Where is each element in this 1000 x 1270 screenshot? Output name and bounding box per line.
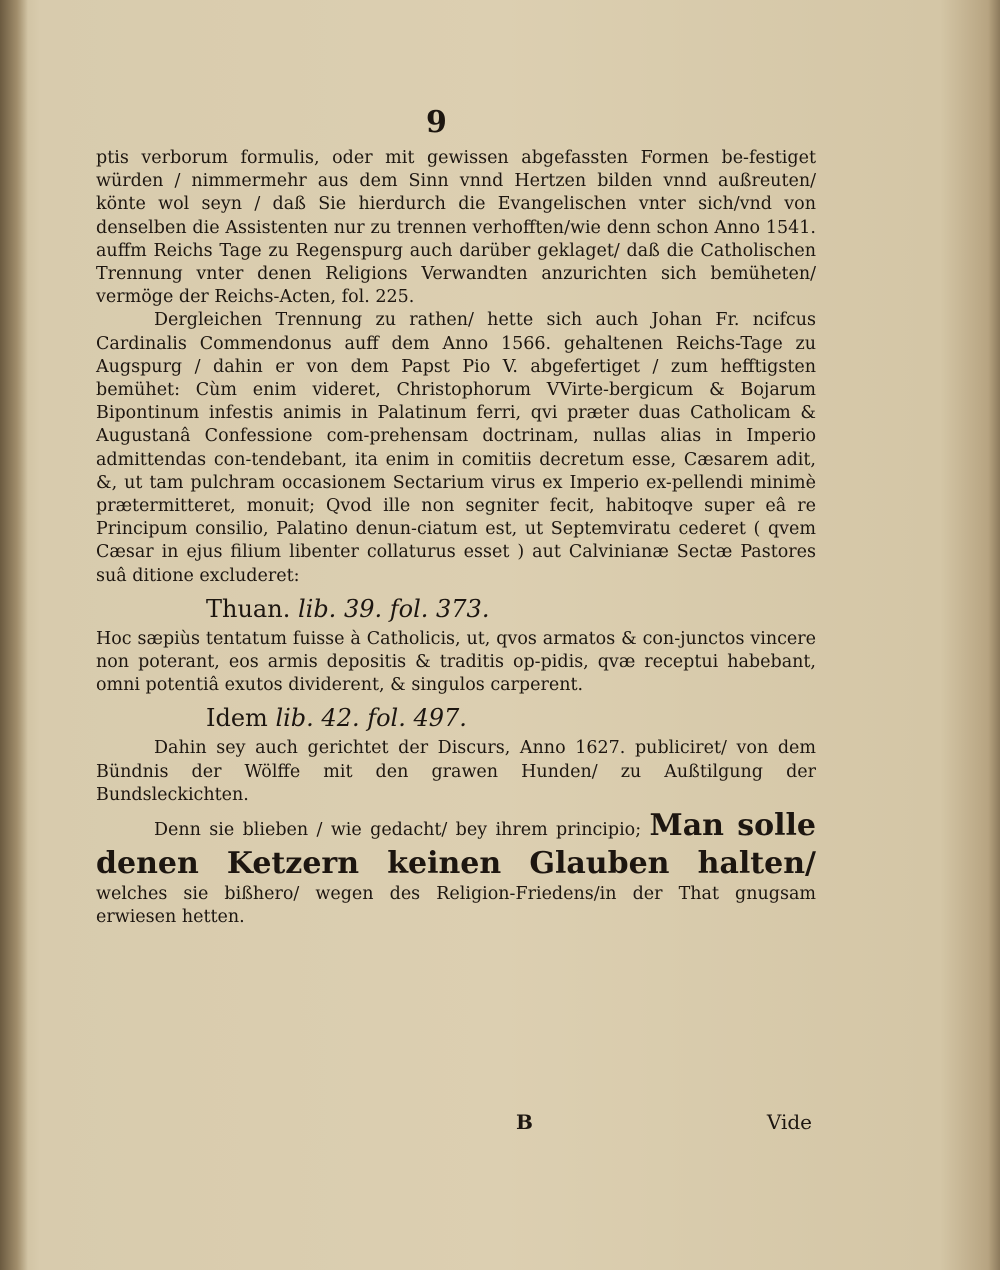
paragraph-3: Hoc sæpiùs tentatum fuisse à Catholicis, ut, qvos armatos & con-junctos vincere non poterant, eos armis depositis & traditis op-pidis, qvæ receptui habebant, omni potentiâ exutos dividerent, & singulos carperent. <box>96 628 816 696</box>
citation-reference: lib. 39. fol. 373. <box>297 594 490 623</box>
citation-idem <box>206 703 816 733</box>
page-footer <box>96 1110 812 1140</box>
paragraph-2: Dergleichen Trennung zu rathen/ hette sich auch Johan Fr. ncifcus Cardinalis Commendonus auff dem Anno 1566. gehaltenen Reichs-Tage zu Augspurg / dahin er von dem Papst Pio V. abgefertiget / zum hefftigsten bemühet: Cùm enim videret, Christophorum VVirte-bergicum & Bojarum Bipontinum infestis animis in Palatinum ferri, qvi præter duas Catholicam & Augustanâ Confessione com-prehensam doctrinam, nullas alias in Imperio admittendas con-tendebant, ita enim in comitiis decretum esse, Cæsarem adit, &, ut tam pulchram occasionem Sectarium virus ex Imperio ex-pellendi minimè prætermitteret, monuit; Qvod ille non segniter fecit, habitoqve super eâ re Principum consilio, Palatino denun-ciatum est, ut Septemviratu cederet ( qvem Cæsar in ejus filium libenter collaturus esset ) aut Calvinianæ Sectæ Pastores suâ ditione excluderet: <box>96 310 816 586</box>
citation-reference: lib. 42. fol. 497. <box>275 704 467 733</box>
paragraph-5-start: Denn sie blieben / wie gedacht/ bey ihrem principio; <box>154 820 642 841</box>
emphasized-motto: Man solle denen Ketzern keinen Glauben halten/ <box>96 808 816 882</box>
citation-author: Thuan. <box>206 594 291 623</box>
citation-thuanus <box>206 594 816 624</box>
signature-mark: B <box>516 1110 533 1134</box>
paragraph-5 <box>96 807 816 929</box>
paragraph-5-end: welches sie bißhero/ wegen des Religion-Friedens/in der That gnugsam erwiesen hetten. <box>96 884 816 928</box>
paragraph-1: ptis verborum formulis, oder mit gewissen abgefassten Formen be-festiget würden / nimmermehr aus dem Sinn vnnd Hertzen bilden vnnd außreuten/ könte wol seyn / daß Sie hierdurch die Evangelischen vnter sich/vnd von denselben die Assistenten nur zu trennen verhofften/wie denn schon Anno 1541. auffm Reichs Tage zu Regenspurg auch darüber geklaget/ daß die Catholischen Trennung vnter denen Religions Verwandten anzurichten sich bemüheten/ vermöge der Reichs-Acten, fol. 225. <box>96 148 816 308</box>
body-text <box>96 147 816 929</box>
catchword: Vide <box>766 1110 812 1134</box>
binding-gutter <box>0 0 28 1270</box>
paragraph-4: Dahin sey auch gerichtet der Discurs, Anno 1627. publiciret/ von dem Bündnis der Wölffe mit den grawen Hunden/ zu Außtilgung der Bundsleckichten. <box>96 738 816 805</box>
page-number: 9 <box>426 105 447 140</box>
citation-author: Idem <box>206 704 268 733</box>
